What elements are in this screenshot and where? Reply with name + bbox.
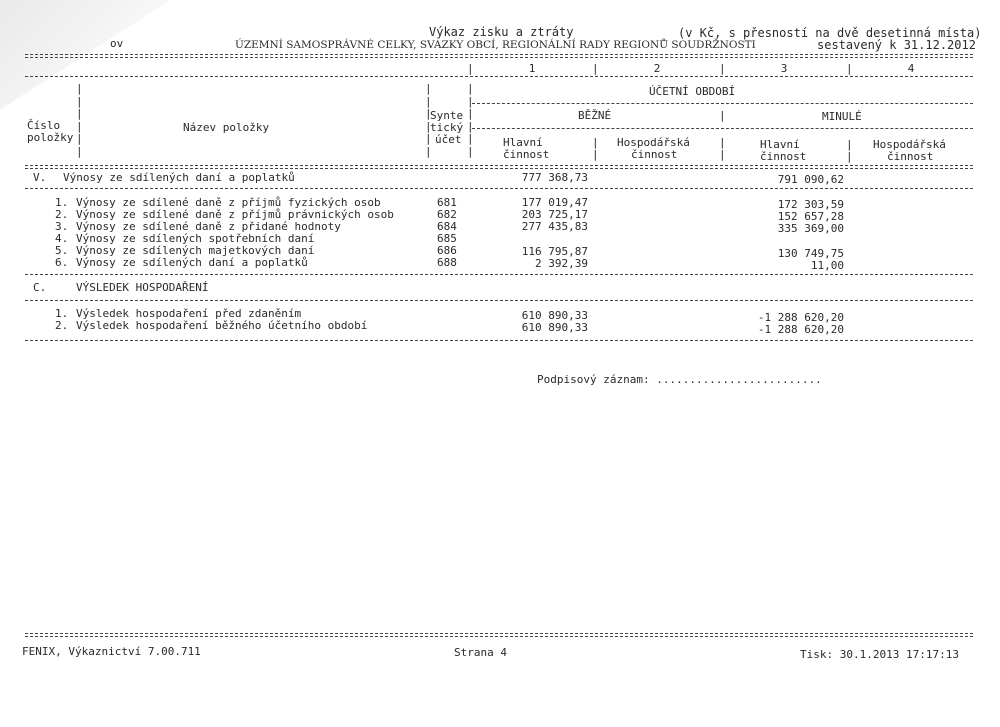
- row-number: 5.: [55, 244, 69, 257]
- compiled-date: sestavený k 31.12.2012: [817, 38, 976, 52]
- footer-double-rule: [25, 633, 973, 637]
- rule: [25, 76, 973, 77]
- section-v-minule-hlavni: 791 090,62: [777, 173, 844, 186]
- row-bezne-hlavni: 610 890,33: [521, 309, 588, 322]
- page-number: Strana 4: [454, 646, 507, 659]
- report-title: Výkaz zisku a ztráty: [429, 25, 574, 39]
- column-divider: |: [719, 109, 726, 122]
- row-minule-hlavni: 335 369,00: [777, 222, 844, 235]
- row-minule-hlavni: -1 288 620,20: [757, 323, 844, 336]
- rule: [472, 103, 973, 104]
- column-number-4: 4: [907, 62, 915, 75]
- column-number-3: 3: [780, 62, 788, 75]
- header-hlavni-bezne: Hlavní: [503, 136, 543, 149]
- header-cinnost-bezne: činnost: [503, 148, 550, 161]
- header-hospodarska-bezne: Hospodářská: [617, 136, 690, 149]
- row-bezne-hlavni: 203 725,17: [521, 208, 588, 221]
- rule: [25, 300, 973, 301]
- column-divider: |: [592, 62, 599, 75]
- row-minule-hlavni: 11,00: [810, 259, 844, 272]
- header-synte: Synte: [430, 109, 464, 122]
- column-divider: | |: [846, 138, 853, 163]
- row-number: 3.: [55, 220, 69, 233]
- column-divider: |: [719, 62, 726, 75]
- row-account: 684: [437, 220, 457, 233]
- row-bezne-hlavni: 2 392,39: [535, 257, 588, 270]
- header-nazev-polozky: Název položky: [183, 121, 270, 134]
- row-number: 2.: [55, 208, 69, 221]
- organization-name-fragment: ov: [110, 37, 124, 50]
- row-name: Výsledek hospodaření před zdaněním: [76, 307, 302, 320]
- row-account: 682: [437, 208, 457, 221]
- row-name: Výnosy ze sdílené daně z přidané hodnoty: [76, 220, 341, 233]
- row-account: 681: [437, 196, 457, 209]
- row-name: Výnosy ze sdílené daně z příjmů fyzických osob: [76, 196, 381, 209]
- header-hlavni-minule: Hlavní: [760, 138, 800, 151]
- rule: [25, 274, 973, 275]
- column-divider: |: [467, 62, 474, 75]
- header-cislo: Číslo: [27, 119, 61, 132]
- vertical-divider-nazev: | | | | | |: [425, 82, 432, 158]
- row-number: 6.: [55, 256, 69, 269]
- row-name: Výsledek hospodaření běžného účetního období: [76, 319, 368, 332]
- row-name: Výnosy ze sdílených spotřebních daní: [76, 232, 315, 245]
- vertical-divider-cislo: | | | | | |: [76, 82, 83, 158]
- software-version: FENIX, Výkaznictví 7.00.711: [22, 645, 201, 658]
- section-v-title: Výnosy ze sdílených daní a poplatků: [63, 171, 295, 184]
- entity-type: ÚZEMNÍ SAMOSPRÁVNÉ CELKY, SVAZKY OBCÍ, REGIONÁLNÍ RADY REGIONŮ SOUDRŽNOSTI: [235, 39, 756, 51]
- row-minule-hlavni: 152 657,28: [777, 210, 844, 223]
- column-divider: |: [846, 62, 853, 75]
- row-number: 1.: [55, 307, 69, 320]
- row-bezne-hlavni: 116 795,87: [521, 245, 588, 258]
- rule: [472, 128, 973, 129]
- rule: [25, 188, 973, 189]
- row-bezne-hlavni: 277 435,83: [521, 220, 588, 233]
- row-minule-hlavni: 172 303,59: [777, 198, 844, 211]
- row-account: 686: [437, 244, 457, 257]
- column-number-1: 1: [528, 62, 536, 75]
- header-cinnost-hosp-minule: činnost: [887, 150, 934, 163]
- row-account: 685: [437, 232, 457, 245]
- section-c-title: VÝSLEDEK HOSPODAŘENÍ: [76, 281, 209, 294]
- section-v-code: V.: [33, 171, 47, 184]
- column-divider: | |: [592, 136, 599, 161]
- currency-note: (v Kč, s přesností na dvě desetinná místa): [678, 26, 982, 40]
- header-double-rule: [25, 165, 973, 169]
- row-number: 2.: [55, 319, 69, 332]
- header-bezne: BĚŽNÉ: [578, 109, 612, 122]
- section-v-bezne-hlavni: 777 368,73: [521, 171, 588, 184]
- signature-record: Podpisový záznam: .........................: [537, 373, 822, 386]
- header-minule: MINULÉ: [822, 110, 862, 123]
- header-double-rule: [25, 54, 973, 58]
- print-timestamp: Tisk: 30.1.2013 17:17:13: [800, 648, 959, 661]
- row-minule-hlavni: -1 288 620,20: [757, 311, 844, 324]
- row-number: 4.: [55, 232, 69, 245]
- row-account: 688: [437, 256, 457, 269]
- vertical-divider-ucet: | | | | | |: [467, 82, 474, 158]
- row-number: 1.: [55, 196, 69, 209]
- header-ticky: tický: [430, 121, 464, 134]
- column-number-2: 2: [653, 62, 661, 75]
- header-hospodarska-minule: Hospodářská: [873, 138, 946, 151]
- header-polozky: položky: [27, 131, 74, 144]
- header-cinnost-minule: činnost: [760, 150, 807, 163]
- header-ucetni-obdobi: ÚČETNÍ OBDOBÍ: [649, 85, 736, 98]
- column-divider: | |: [719, 136, 726, 161]
- header-ucet: účet: [435, 133, 462, 146]
- row-name: Výnosy ze sdílených daní a poplatků: [76, 256, 308, 269]
- rule: [25, 340, 973, 341]
- row-name: Výnosy ze sdílené daně z příjmů právnických osob: [76, 208, 394, 221]
- header-cinnost-hosp-bezne: činnost: [631, 148, 678, 161]
- section-c-code: C.: [33, 281, 47, 294]
- row-bezne-hlavni: 610 890,33: [521, 321, 588, 334]
- row-minule-hlavni: 130 749,75: [777, 247, 844, 260]
- row-name: Výnosy ze sdílených majetkových daní: [76, 244, 315, 257]
- row-bezne-hlavni: 177 019,47: [521, 196, 588, 209]
